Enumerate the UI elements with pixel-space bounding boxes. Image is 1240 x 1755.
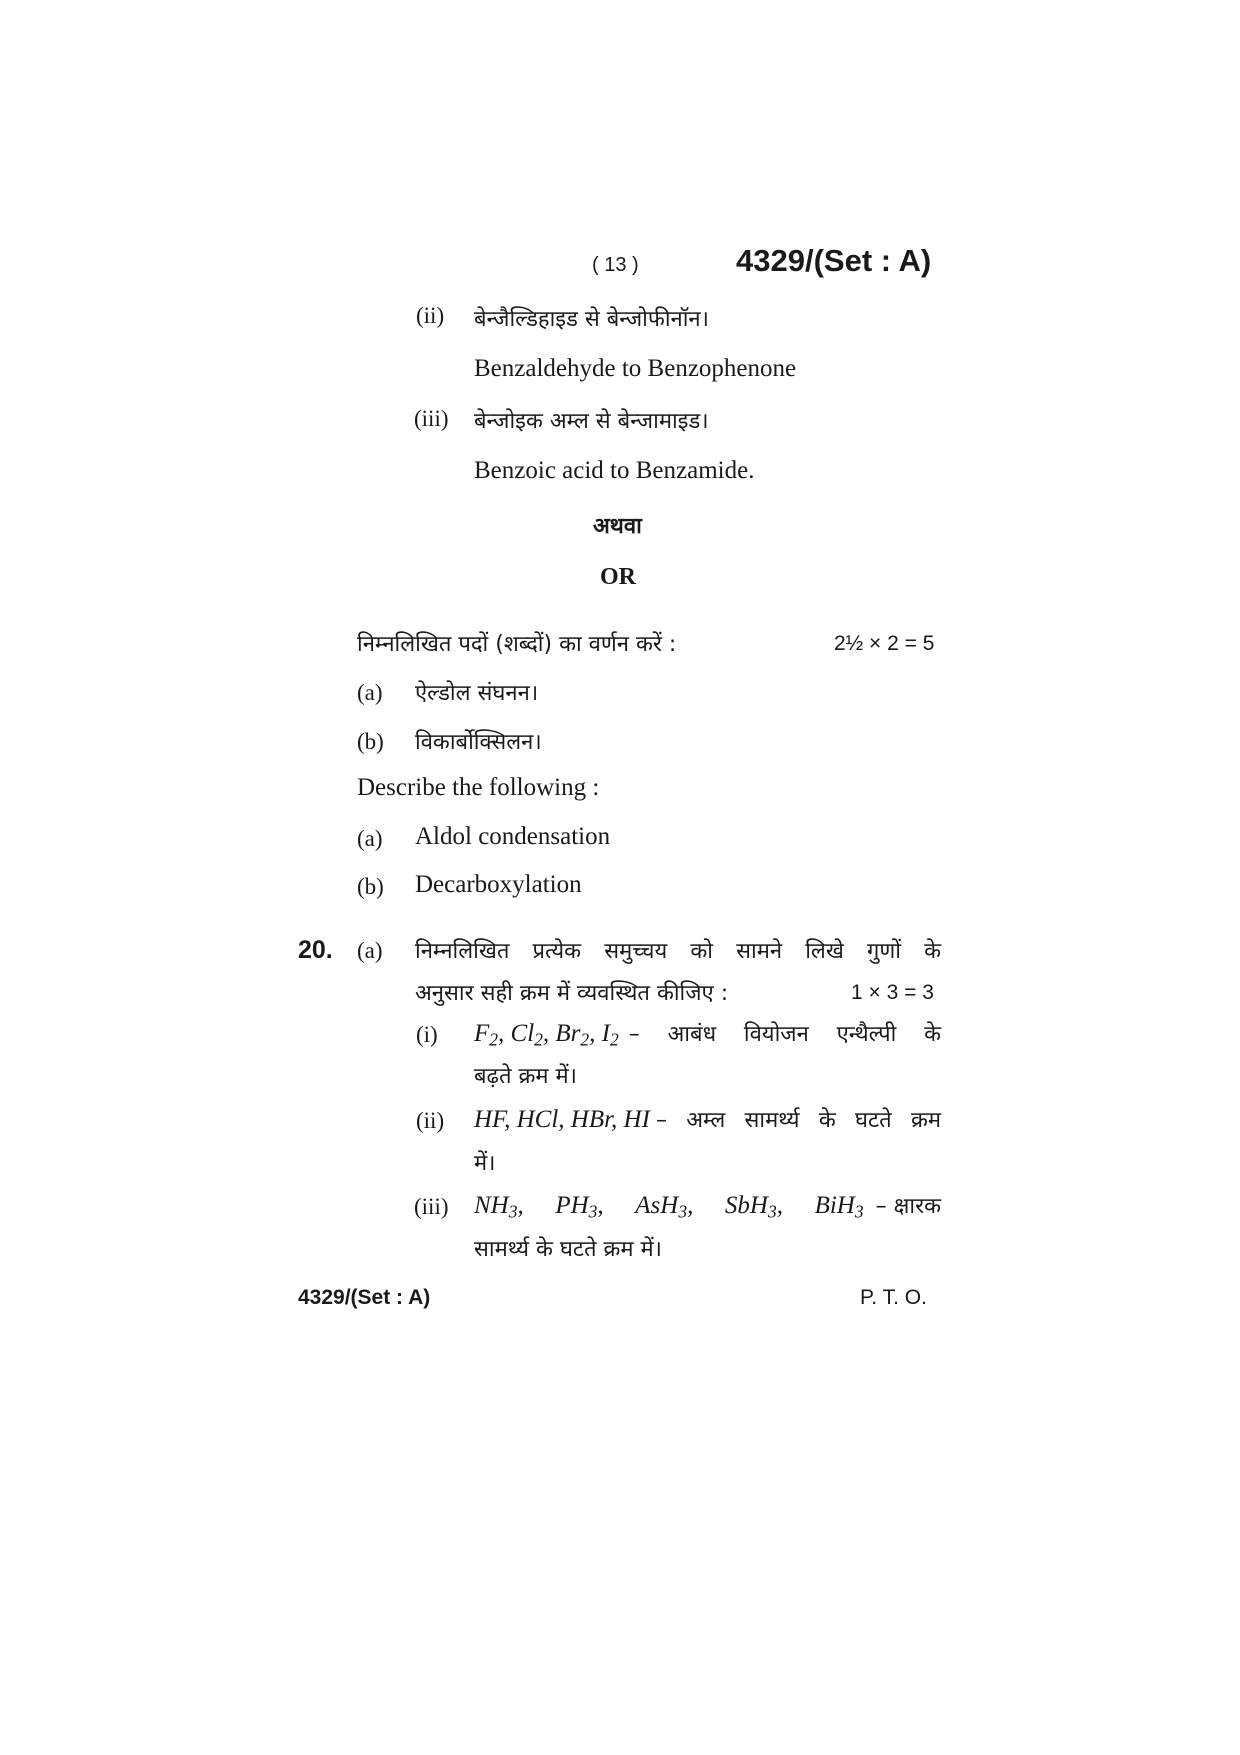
q20-i-marker: (i) — [416, 1022, 438, 1047]
describe-marks: 2½ × 2 = 5 — [834, 632, 935, 655]
q20-iii-text2: सामर्थ्य के घटते क्रम में। — [474, 1237, 663, 1262]
describe-english-intro: Describe the following : — [357, 774, 600, 801]
describe-english-a: Aldol condensation — [415, 823, 611, 850]
q20-i-formula: $F_2$, $Cl_2$, $Br_2$, $I_2$ — [474, 1020, 619, 1050]
item-ii-hindi: बेन्जैल्डिहाइड से बेन्जोफीनॉन। — [474, 307, 709, 332]
describe-hindi-b-marker: (b) — [357, 729, 384, 754]
footer-paper-code: 4329/(Set : A) — [298, 1286, 431, 1309]
question-20-part-marker: (a) — [357, 938, 383, 963]
describe-hindi-b: विकार्बोक्सिलन। — [415, 730, 542, 755]
describe-hindi-a-marker: (a) — [357, 680, 383, 705]
q20-i-line1 — [474, 1018, 941, 1048]
or-english: OR — [600, 564, 636, 590]
q20-ii-text2: में। — [474, 1151, 496, 1176]
footer-pto: P. T. O. — [860, 1286, 927, 1309]
q20-i-text2: बढ़ते क्रम में। — [474, 1064, 578, 1089]
q20-ii-marker: (ii) — [416, 1108, 445, 1133]
q20-ii-line1 — [474, 1104, 941, 1134]
describe-hindi-a: ऐल्डोल संघनन। — [415, 681, 539, 706]
item-ii-marker: (ii) — [416, 303, 445, 328]
describe-english-a-marker: (a) — [357, 826, 383, 851]
item-iii-marker: (iii) — [414, 406, 449, 431]
q20-iii-formula: $NH_3$, $PH_3$, AsH$_3$, SbH$_3$, BiH$_3$ — [474, 1192, 864, 1222]
q20-ii-formula: HF, HCl, HBr, HI — [474, 1106, 650, 1133]
describe-english-b-marker: (b) — [357, 874, 384, 899]
q20-i-text1: – आबंध वियोजन एन्थैल्पी के — [628, 1022, 941, 1047]
question-20-marks: 1 × 3 = 3 — [851, 981, 934, 1004]
q20-ii-text1: – अम्ल सामर्थ्य के घटते क्रम — [655, 1108, 941, 1133]
q20-iii-text1: – क्षारक — [875, 1194, 941, 1219]
q20-iii-marker: (iii) — [414, 1194, 449, 1219]
header-paper-code: 4329/(Set : A) — [736, 243, 932, 278]
describe-hindi-intro: निम्नलिखित पदों (शब्दों) का वर्णन करें : — [357, 632, 677, 657]
describe-english-b: Decarboxylation — [415, 871, 582, 898]
question-20-line2: अनुसार सही क्रम में व्यवस्थित कीजिए : — [415, 981, 729, 1006]
item-ii-english: Benzaldehyde to Benzophenone — [474, 355, 797, 382]
q20-iii-line1 — [474, 1190, 941, 1220]
item-iii-hindi: बेन्जोइक अम्ल से बेन्जामाइड। — [474, 409, 709, 434]
item-iii-english: Benzoic acid to Benzamide. — [474, 457, 755, 484]
or-hindi: अथवा — [593, 514, 642, 539]
page-number: ( 13 ) — [592, 254, 639, 276]
question-20-number: 20. — [298, 936, 333, 964]
question-20-line1: निम्नलिखित प्रत्येक समुच्चय को सामने लिखे गुणों के — [415, 939, 941, 964]
